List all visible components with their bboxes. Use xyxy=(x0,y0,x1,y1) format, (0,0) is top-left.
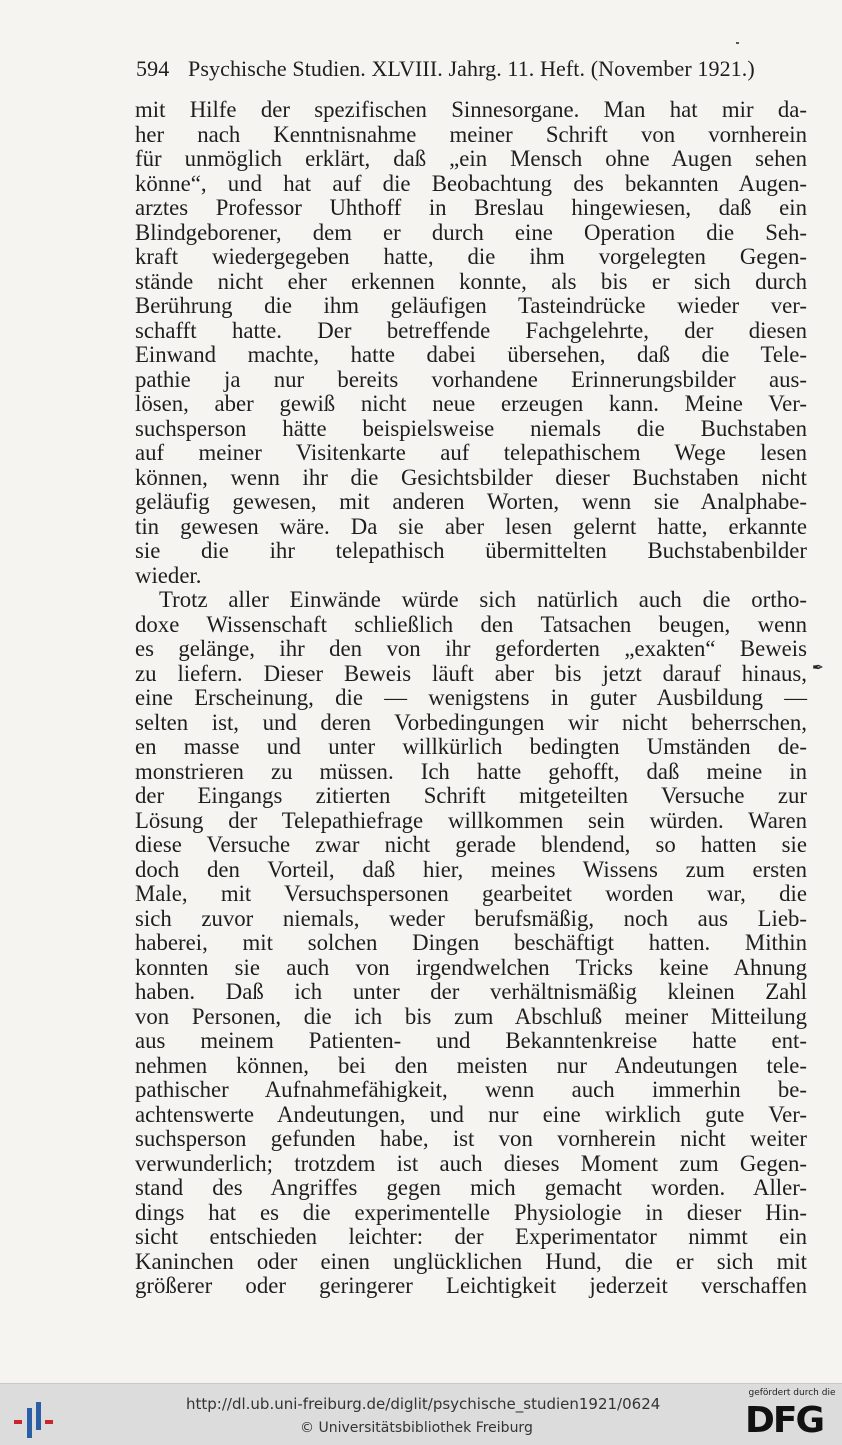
text-line: können, wenn ihr die Gesichtsbilder dieser Buchstaben nicht xyxy=(135,464,807,490)
text-line: geläufig gewesen, mit anderen Worten, wenn sie Analphabe- xyxy=(135,489,807,514)
text-line: arztes Professor Uhthoff in Breslau hingewiesen, daß ein xyxy=(135,195,807,220)
text-line: sicht entschieden leichter: der Experimentator nimmt ein xyxy=(135,1224,807,1249)
running-title: Psychische Studien. XLVIII. Jahrg. 11. Heft. (November 1921.) xyxy=(188,56,755,81)
margin-mark-icon: ✒ xyxy=(812,660,824,676)
text-line: selten ist, und deren Vorbedingungen wir nicht beherrschen, xyxy=(135,709,807,735)
text-line: her nach Kenntnisnahme meiner Schrift von vornherein xyxy=(135,121,807,147)
page-number: 594 xyxy=(136,56,170,81)
text-line: pathischer Aufnahmefähigkeit, wenn auch immerhin be- xyxy=(135,1077,807,1102)
text-line: Blindgeborener, dem er durch eine Operation die Seh- xyxy=(135,219,807,245)
text-line: kraft wiedergegeben hatte, die ihm vorgelegten Gegen- xyxy=(135,244,807,269)
text-line: Male, mit Versuchspersonen gearbeitet worden war, die xyxy=(135,881,807,906)
library-logo-icon[interactable] xyxy=(14,1402,54,1440)
viewer-footer xyxy=(0,1383,842,1445)
text-line: sie die ihr telepathisch übermittelten Buchstabenbilder xyxy=(135,538,807,563)
text-line: monstrieren zu müssen. Ich hatte gehofft, daß meine in xyxy=(135,758,807,784)
text-line: lösen, aber gewiß nicht neue erzeugen kann. Meine Ver- xyxy=(135,391,807,416)
text-line: es gelänge, ihr den von ihr geforderten „exakten“ Beweis xyxy=(135,636,807,661)
text-line: nehmen können, bei den meisten nur Andeutungen tele- xyxy=(135,1052,807,1078)
text-line: suchsperson hätte beispielsweise niemals die Buchstaben xyxy=(135,415,807,441)
text-line: en masse und unter willkürlich bedingten Umständen de- xyxy=(135,734,807,759)
copyright-text: © Universitätsbibliothek Freiburg xyxy=(300,1420,533,1436)
text-line: tin gewesen wäre. Da sie aber lesen gelernt hatte, erkannte xyxy=(135,513,807,539)
text-line: Berührung die ihm geläufigen Tasteindrücke wieder ver- xyxy=(135,293,807,318)
body-text xyxy=(135,98,807,1299)
text-line: haberei, mit solchen Dingen beschäftigt hatten. Mithin xyxy=(135,930,807,955)
text-line: auf meiner Visitenkarte auf telepathischem Wege lesen xyxy=(135,440,807,465)
text-line: sich zuvor niemals, weder berufsmäßig, noch aus Lieb- xyxy=(135,905,807,931)
text-line: der Eingangs zitierten Schrift mitgeteilten Versuche zur xyxy=(135,783,807,808)
text-line: stand des Angriffes gegen mich gemacht worden. Aller- xyxy=(135,1175,807,1200)
text-line: haben. Daß ich unter der verhältnismäßig kleinen Zahl xyxy=(135,979,807,1004)
text-line: Kaninchen oder einen unglücklichen Hund, die er sich mit xyxy=(135,1248,807,1274)
text-line: achtenswerte Andeutungen, und nur eine wirklich gute Ver- xyxy=(135,1101,807,1127)
dfg-logo-icon[interactable]: DFG xyxy=(745,1400,824,1441)
text-line: von Personen, die ich bis zum Abschluß meiner Mitteilung xyxy=(135,1003,807,1029)
text-line: stände nicht eher erkennen konnte, als bis er sich durch xyxy=(135,268,807,294)
text-line: Trotz aller Einwände würde sich natürlich auch die ortho- xyxy=(159,587,807,612)
text-line: wieder. xyxy=(135,562,202,588)
scan-speck xyxy=(736,42,739,44)
text-line: dings hat es die experimentelle Physiologie in dieser Hin- xyxy=(135,1199,807,1225)
text-line: Lösung der Telepathiefrage willkommen sein würden. Waren xyxy=(135,807,807,833)
text-line: verwunderlich; trotzdem ist auch dieses Moment zum Gegen- xyxy=(135,1150,807,1176)
text-line: doxe Wissenschaft schließlich den Tatsachen beugen, wenn xyxy=(135,611,807,637)
text-line: pathie ja nur bereits vorhandene Erinnerungsbilder aus- xyxy=(135,366,807,392)
text-line: suchsperson gefunden habe, ist von vornherein nicht weiter xyxy=(135,1126,807,1151)
text-line: Einwand machte, hatte dabei übersehen, daß die Tele- xyxy=(135,342,807,367)
text-line: diese Versuche zwar nicht gerade blendend, so hatten sie xyxy=(135,832,807,857)
text-line: könne“, und hat auf die Beobachtung des bekannten Augen- xyxy=(135,170,807,196)
text-line: konnten sie auch von irgendwelchen Tricks keine Ahnung xyxy=(135,954,807,980)
text-line: für unmöglich erklärt, daß „ein Mensch ohne Augen sehen xyxy=(135,146,807,171)
dfg-caption: gefördert durch die xyxy=(748,1388,836,1398)
text-line: eine Erscheinung, die — wenigstens in guter Ausbildung — xyxy=(135,685,807,710)
text-line: schafft hatte. Der betreffende Fachgelehrte, der diesen xyxy=(135,317,807,343)
source-url-link[interactable]: http://dl.ub.uni-freiburg.de/diglit/psychische_studien1921/0624 xyxy=(186,1395,661,1413)
text-line: aus meinem Patienten- und Bekanntenkreise hatte ent- xyxy=(135,1028,807,1053)
running-header xyxy=(136,56,786,86)
text-line: größerer oder geringerer Leichtigkeit jederzeit verschaffen xyxy=(135,1273,807,1298)
text-line: mit Hilfe der spezifischen Sinnesorgane. Man hat mir da- xyxy=(135,97,807,122)
text-line: doch den Vorteil, daß hier, meines Wissens zum ersten xyxy=(135,856,807,882)
text-line: zu liefern. Dieser Beweis läuft aber bis jetzt darauf hinaus, xyxy=(135,660,807,686)
